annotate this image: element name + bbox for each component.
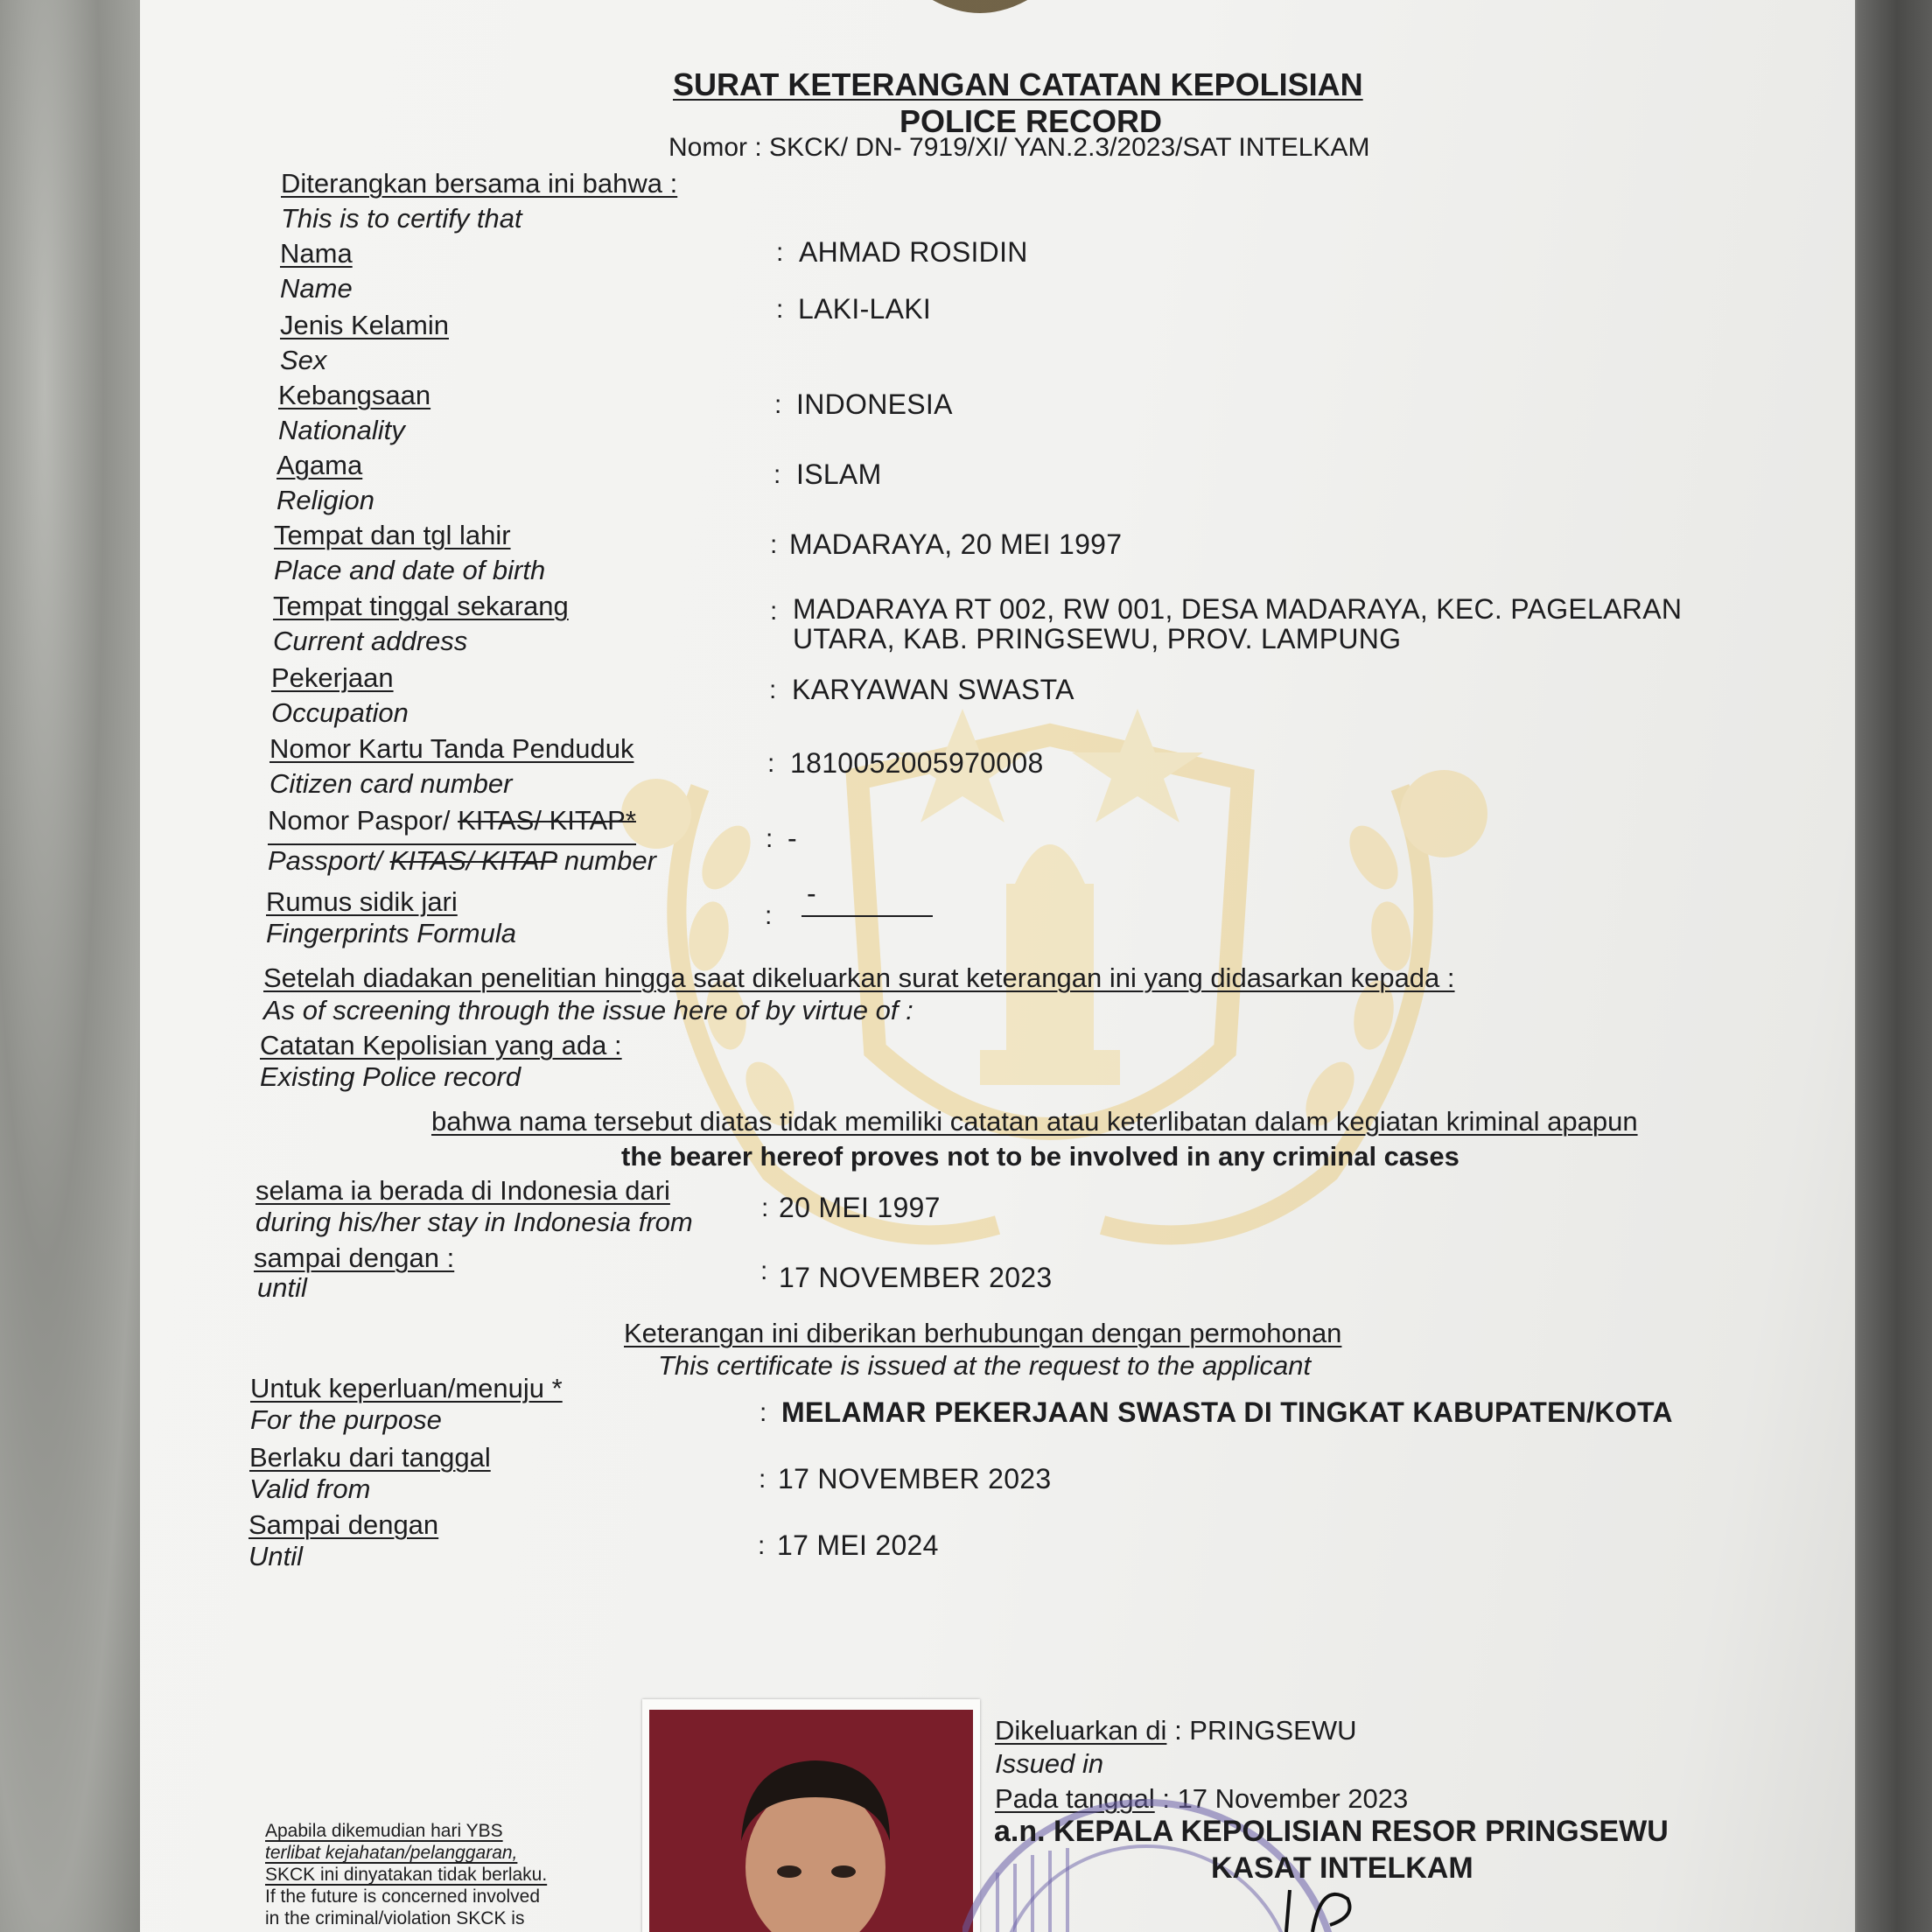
address-label: Tempat tinggal sekarang [273,591,569,621]
record-label-en: Existing Police record [260,1061,522,1092]
document-title: SURAT KETERANGAN CATATAN KEPOLISIAN [673,66,1363,102]
colon: : [759,1465,766,1494]
valid-from-label: Berlaku dari tanggal [249,1442,491,1473]
name-value: AHMAD ROSIDIN [799,236,1028,268]
request-label-en: This certificate is issued at the request to the applicant [658,1350,1312,1381]
name-label-en: Name [280,273,353,304]
citizen-card-label: Nomor Kartu Tanda Penduduk [270,733,634,764]
religion-value: ISLAM [796,458,882,490]
birth-label: Tempat dan tgl lahir [274,520,511,550]
stay-from-value: 20 MEI 1997 [779,1192,941,1223]
colon: : [765,901,773,930]
fingerprint-label: Rumus sidik jari [266,886,458,917]
valid-until-value: 17 MEI 2024 [777,1530,939,1561]
intro-indonesian: Diterangkan bersama ini bahwa : [281,168,678,199]
colon: : [761,1194,769,1222]
colon: : [776,295,784,324]
applicant-photo [649,1710,973,1932]
applicant-photo-frame [642,1699,980,1932]
sex-label-en: Sex [280,345,327,375]
valid-from-value: 17 NOVEMBER 2023 [778,1463,1052,1494]
passport-value: - [788,822,797,854]
address-value-line1: MADARAYA RT 002, RW 001, DESA MADARAYA, KEC. PAGELARAN [793,593,1683,625]
issuing-authority: a.n. KEPALA KEPOLISIAN RESOR PRINGSEWU [994,1815,1669,1848]
religion-label: Agama [276,450,363,480]
issued-in: Dikeluarkan di : PRINGSEWU [995,1715,1357,1746]
colon: : [760,1398,767,1427]
valid-until-label-en: Until [248,1541,304,1572]
police-crest-icon [910,0,1050,26]
sex-value: LAKI-LAKI [798,293,932,325]
signature-icon [1269,1881,1444,1932]
validity-note: Apabila dikemudian hari YBS terlibat kejahatan/pelanggaran, SKCK ini dinyatakan tidak berlaku. If the future is concerned involved in the criminal/violation SKCK is [265,1821,548,1928]
fingerprint-label-en: Fingerprints Formula [266,918,516,948]
fingerprint-line [802,915,933,917]
purpose-value: MELAMAR PEKERJAAN SWASTA DI TINGKAT KABUPATEN/KOTA [781,1396,1673,1428]
issued-in-en: Issued in [995,1748,1104,1779]
colon: : [758,1531,766,1560]
statement-indonesian: bahwa nama tersebut diatas tidak memiliki catatan atau keterlibatan dalam kegiatan kriminal apapun [431,1106,1638,1137]
stay-from-label: selama ia berada di Indonesia dari [256,1175,670,1206]
screening-label: Setelah diadakan penelitian hingga saat dikeluarkan surat keterangan ini yang didasarkan kepada : [263,962,1455,993]
fingerprint-value: - [807,878,816,909]
nationality-value: INDONESIA [796,388,953,420]
citizen-card-value: 1810052005970008 [790,747,1044,779]
stay-until-value: 17 NOVEMBER 2023 [779,1262,1053,1293]
religion-label-en: Religion [276,485,375,515]
stay-from-label-en: during his/her stay in Indonesia from [256,1207,693,1237]
stay-until-label-en: until [257,1272,307,1303]
colon: : [770,530,778,559]
purpose-label: Untuk keperluan/menuju * [250,1373,563,1404]
document-subtitle: POLICE RECORD [900,103,1163,139]
police-record-document [140,0,1855,1932]
colon: : [766,824,774,853]
colon: : [767,749,775,778]
colon: : [760,1256,768,1285]
colon: : [776,238,784,267]
purpose-label-en: For the purpose [250,1404,442,1435]
occupation-label-en: Occupation [271,697,409,728]
statement-english: the bearer hereof proves not to be involved in any criminal cases [621,1141,1460,1172]
request-label: Keterangan ini diberikan berhubungan dengan permohonan [624,1318,1342,1348]
nationality-label-en: Nationality [278,415,405,445]
screening-label-en: As of screening through the issue here of by virtue of : [263,995,914,1026]
name-label: Nama [280,238,353,269]
issuing-position: KASAT INTELKAM [1211,1852,1474,1885]
colon: : [769,676,777,704]
citizen-card-label-en: Citizen card number [270,768,513,799]
stay-until-label: sampai dengan : [254,1242,455,1273]
birth-value: MADARAYA, 20 MEI 1997 [789,528,1123,560]
colon: : [770,597,778,626]
intro-english: This is to certify that [281,203,522,234]
address-label-en: Current address [273,626,468,656]
colon: : [774,460,781,489]
occupation-label: Pekerjaan [271,662,394,693]
nationality-label: Kebangsaan [278,380,431,410]
address-value-line2: UTARA, KAB. PRINGSEWU, PROV. LAMPUNG [793,623,1402,654]
birth-label-en: Place and date of birth [274,555,546,585]
valid-from-label-en: Valid from [249,1474,371,1504]
document-number: Nomor : SKCK/ DN- 7919/XI/ YAN.2.3/2023/SAT INTELKAM [668,133,1370,162]
passport-label: Nomor Paspor/ KITAS/ KITAP* [268,805,636,845]
background-fabric-left [0,0,149,1932]
issue-date: Pada tanggal : 17 November 2023 [995,1783,1409,1814]
record-label: Catatan Kepolisian yang ada : [260,1030,622,1060]
background-fabric-right [1844,0,1932,1932]
sex-label: Jenis Kelamin [280,310,449,340]
occupation-value: KARYAWAN SWASTA [792,674,1074,705]
colon: : [774,390,782,419]
passport-label-en: Passport/ KITAS/ KITAP number [268,845,656,876]
valid-until-label: Sampai dengan [248,1509,439,1540]
